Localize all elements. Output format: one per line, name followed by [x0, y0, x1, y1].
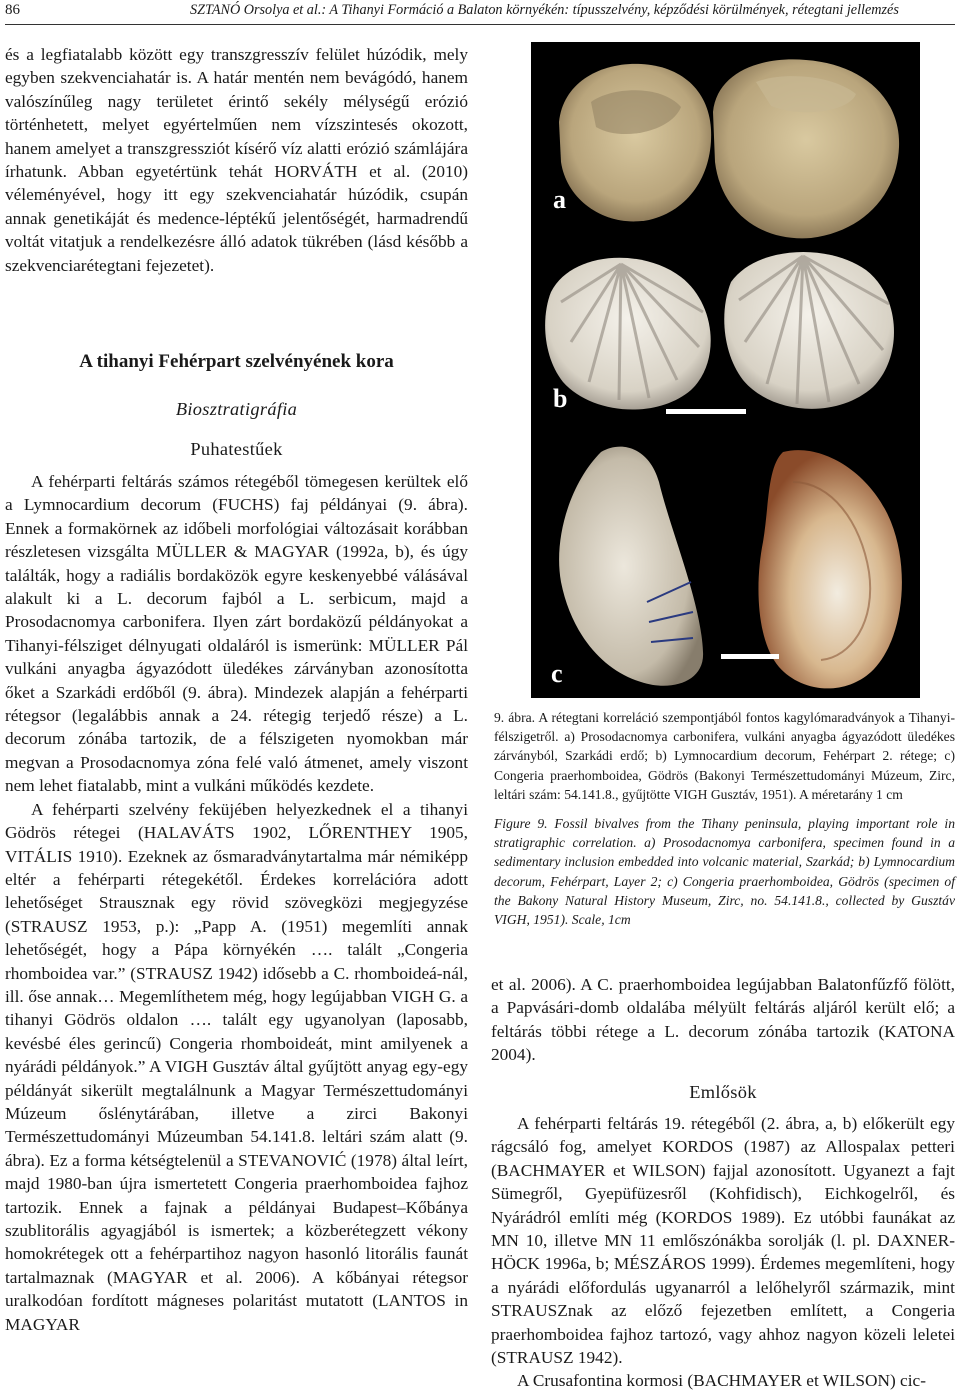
lymnocardium-shells	[545, 252, 894, 410]
caption-hungarian: 9. ábra. A rétegtani korreláció szempontjából fontos kagylómaradványok a Tihanyi-félszigetről. a) Prosodacnomya carbonifera, vulkáni anyagba ágyazódott üledékes zárványból, Szarkádi erdő; b) Lymnocardium decorum, Fehérpart 2. rétege; c) Congeria praerhomboidea, Gödrös (Bakonyi Természettudományi Múzeum, Zirc, leltári szám: 54.141.8., gyűjtötte VIGH Gusztáv, 1951). A méretarány 1 cm	[494, 710, 955, 802]
label-b: b	[553, 384, 568, 413]
label-a: a	[553, 185, 566, 214]
right-body-mammals	[491, 1112, 955, 1393]
subsection-molluscs: Puhatestűek	[190, 439, 283, 459]
left-top-paragraph	[5, 43, 468, 277]
label-c: c	[551, 659, 563, 688]
figure-9-caption	[494, 708, 955, 939]
paragraph-text: és a legfiatalabb között egy transzgresszív felület húzódik, mely egyben szekvenciahatár is. A határ mentén nem bevágódó, hanem valószínűleg nagy területet érintő sekély mélységű erózió történhetett, melyet egyértelműen nem vízszintesés okozott, hanem amelyet a transzgressziót kísérő víz alatti erózió számlájára írhatunk. Abban egyetértünk tehát HORVÁTH et al. (2010) véleményével, hogy itt egy szekvenciahatár húzódik, csupán annak genetikáját és medence-léptékű jelentőségét, harmadrendű voltát vitatjuk a rendelkezésre álló adatok tükrében (lásd később a szekvenciarétegtani fejezetet).	[5, 45, 468, 275]
paragraph-praerhomboidea: et al. 2006). A C. praerhomboidea legújabban Balatonfűzfő fölött, a Papvásári-domb oldalába mélyült feltárás aljáról került elő; a feltárás többi rétege a L. decorum zónába tartozik (KATONA 2004).	[491, 975, 955, 1065]
page-number: 86	[5, 2, 20, 18]
header-rule	[5, 24, 955, 25]
running-title: SZTANÓ Orsolya et al.: A Tihanyi Formáció a Balaton környékén: típusszelvény, képződési körülmények, rétegtani jellemzés	[190, 2, 899, 18]
bivalve-photo-plate	[531, 42, 920, 698]
caption-english: Figure 9. Fossil bivalves from the Tihany peninsula, playing important role in stratigraphic correlation. a) Prosodacnomya carbonifera, specimen found in a sedimentary inclusion embedded into volcanic material, Szarkád; b) Lymnocardium decorum, Fehérpart, Layer 2; c) Congeria praerhomboidea, Gödrös (specimen of the Bakony Natural History Museum, Zirc, no. 54.141.8., collected by Gusztáv VIGH, 1951). Scale, 1cm	[494, 816, 955, 928]
paragraph-crusafontina: A Crusafontina kormosi (BACHMAYER et WILSON) cic-	[517, 1371, 926, 1391]
subsection-mammals: Emlősök	[689, 1082, 757, 1102]
scale-bar-c	[721, 654, 779, 659]
right-body-top	[491, 973, 955, 1067]
scale-bar-b	[666, 409, 746, 414]
figure-9-photo	[531, 42, 920, 698]
subsection-biostratigraphy: Biosztratigráfia	[175, 399, 298, 419]
running-header	[0, 0, 960, 26]
paragraph-mammals: A fehérparti feltárás 19. rétegéből (2. ábra, a, b) előkerült egy rágcsáló fog, amelyet KORDOS (1987) az Allospalax petteri (BACHMAYER et WILSON) fajjal azonosított. Ugyanezt a fajt Sümegről, Gyepüfüzesről (Kohfidisch), Eichkogelről, és Nyárádról említi még (KORDOS 1989). Ez utóbbi faunákat az MN 10, illetve MN 11 emlőszónákba sorolják (l. pl. DAXNER-HÖCK 1996a, b; MÉSZÁROS 1999). Érdemes megemlíteni, hogy a nyárádi előfordulás ugyanarról a lelőhelyről származik, mint STRAUSZnak az előző fejezetben említett, a Congeria praerhomboidea fajhoz tartozó, vagy ahhoz nagyon közeli leletei (STRAUSZ 1942).	[491, 1114, 955, 1368]
section-title: A tihanyi Fehérpart szelvényének kora	[79, 351, 394, 372]
left-body	[5, 470, 468, 1336]
paragraph-godros: A fehérparti szelvény feküjében helyezkednek el a tihanyi Gödrös rétegei (HALAVÁTS 1902, LŐRENTHEY 1905, VITÁLIS 1910). Ezeknek az ősmaradványtartalma már némiképp eltér a fehérparti rétegekétől. Érdekes korrelációra adott lehetőséget Strausznak egy rövid szövegközi megjegyzése (STRAUSZ 1953, p.): „Papp A. (1951) megemlíti annak lehetőségét, hogy a Pápa környékén …. talált „Congeria rhomboidea var.” (STRAUSZ 1942) idősebb a C. rhomboideá-nál, ill. őse annak… Megemlíthetem még, hogy legújabban VIGH G. a tihanyi Gödrös oldalon …. talált egy ugyanolyan (laposabb, kevésbé éles gerincű) Congeria rhomboideát, mint amilyenek a nyárádi példányok.” A VIGH Gusztáv által gyűjtött anyag egy-egy példányát sikerült megtalálnunk a Magyar Természettudományi Múzeum őslénytárában, illetve a zirci Bakonyi Természettudományi Múzeumban 54.141.8. leltári szám alatt (9. ábra). Ez a forma kétségtelenül a STEVANOVIĆ (1978) által leírt, majd 1980-ban újra ismertetett Congeria praerhomboidea fajhoz tartozik. Ennek a fajnak a példányai Budapest–Kőbánya szublitorális agyagjából is ismertek; a közberétegzett vékony homokrétegek ott a fehérpartihoz nagyon hasonló litorális faunát tartalmaznak (MAGYAR et al. 2006). A kőbányai rétegsor uralkodóan fordított mágneses polaritást mutatott (LANTOS in MAGYAR	[5, 799, 468, 1334]
paragraph-molluscs: A fehérparti feltárás számos rétegéből tömegesen kerültek elő a Lymnocardium decorum (FUCHS) faj példányai (9. ábra). Ennek a formakörnek az időbeli morfológiai változásait korábban részletesen vizsgálta MÜLLER & MAGYAR (1992a, b), és úgy találták, hogy a radiális bordaközök egyre keskenyebbé válásával alakult ki a L. decorum fajból a L. serbicum, majd a Prosodacnomya carbonifera. Ilyen zárt bordaközű példányokat a Tihanyi-félsziget délnyugati oldaláról is ismerünk: MÜLLER Pál vulkáni anyagba ágyazódott üledékes zárványban azonosította őket a Szarkádi erdőből (9. ábra). Mindezek alapján a fehérparti rétegsor (legalábbis annak a 24. rétegig terjedő része) a L. decorum zónába tartozik, de a félszigeten nyomokban már megvan a Prosodacnomya zóna felé való átmenet, amely viszont nem lehet fiatalabb, mint a vulkáni működés kezdete.	[5, 472, 468, 796]
